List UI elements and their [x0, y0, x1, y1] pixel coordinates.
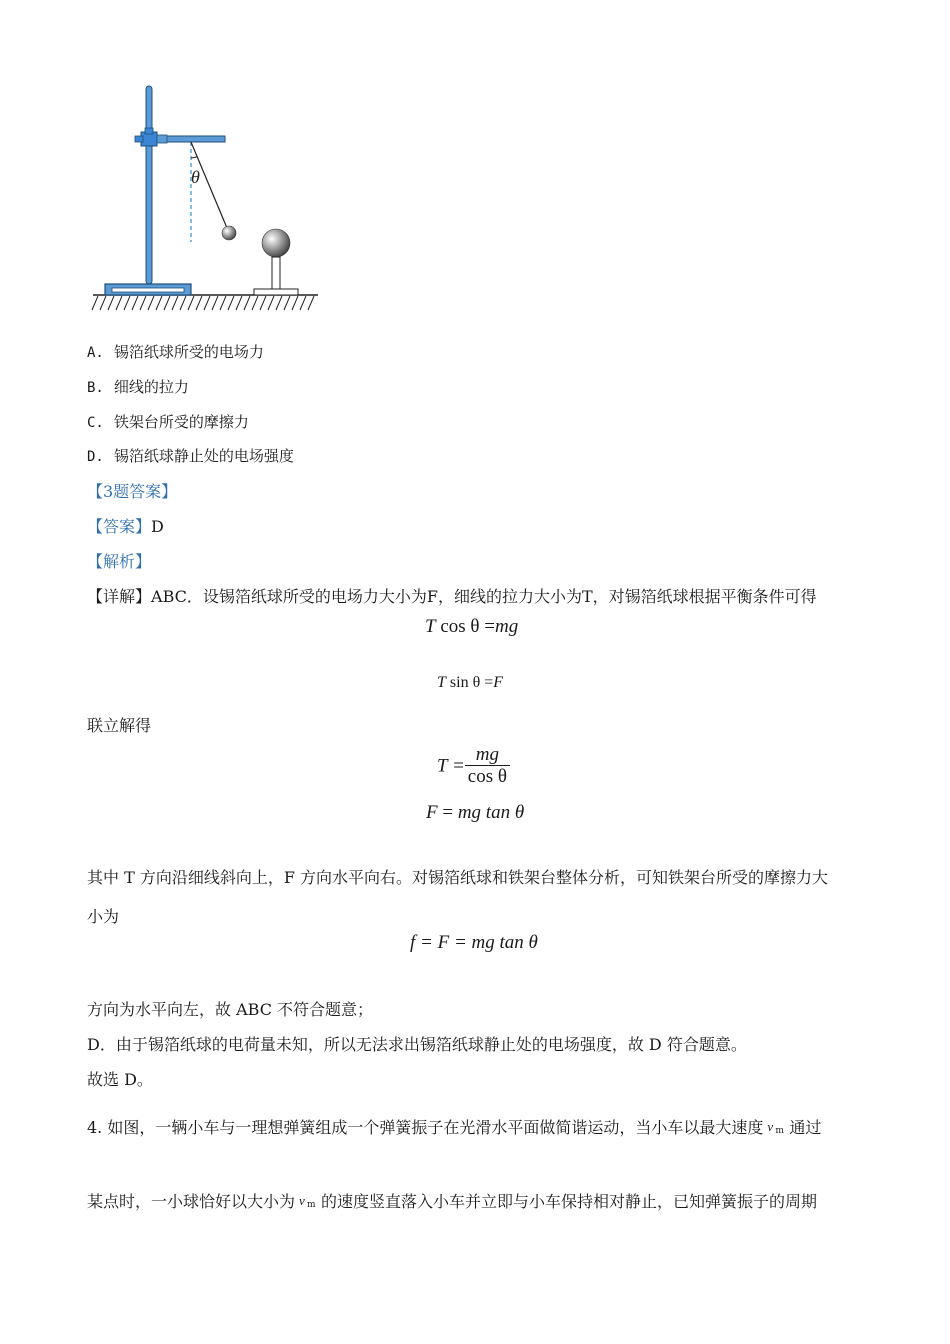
- option-text: 锡箔纸球所受的电场力: [113, 343, 264, 361]
- equation-2: T sin θ =F: [437, 674, 504, 691]
- fraction: $\frac{mg}{\text{cos θ}}$: [465, 745, 510, 788]
- paragraph-line: D．由于锡箔纸球的电荷量未知，所以无法求出锡箔纸球静止处的电场强度，故 D 符合题意。: [87, 1035, 747, 1054]
- joint-solve: 联立解得: [87, 716, 152, 735]
- answer-header: 【3题答案】: [87, 482, 178, 501]
- option-a: [87, 341, 264, 362]
- option-text: 锡箔纸球静止处的电场强度: [113, 447, 294, 465]
- option-text: 铁架台所受的摩擦力: [113, 413, 249, 431]
- option-text: 细线的拉力: [113, 378, 189, 396]
- paragraph-line: 小为: [87, 907, 120, 926]
- analysis-tag: 【解析】: [87, 552, 152, 571]
- answer-line: [87, 514, 164, 537]
- equation-5: f = F = mg tan θ: [410, 932, 538, 953]
- question-4-line-2: 某点时，一小球恰好以大小为 v m 的速度竖直落入小车并立即与小车保持相对静止，已知弹簧振子的周期: [87, 1192, 818, 1211]
- detail-line: [87, 584, 817, 607]
- option-label: A.: [87, 345, 104, 361]
- option-d: [87, 445, 294, 466]
- sphere-post: [272, 257, 280, 289]
- equation-4: F = mg tan θ: [426, 802, 525, 823]
- charged-sphere: [262, 229, 290, 257]
- sphere-base: [254, 289, 298, 295]
- answer-tag: 【答案】: [87, 517, 152, 536]
- stand-rod: [146, 86, 152, 284]
- option-b: [87, 376, 189, 397]
- theta-label: θ: [191, 167, 200, 187]
- option-c: [87, 411, 249, 432]
- detail-tag: 【详解】: [87, 587, 152, 606]
- paragraph-line: 故选 D。: [87, 1070, 153, 1089]
- question-4-line-1: 4. 如图，一辆小车与一理想弹簧组成一个弹簧振子在光滑水平面做简谐运动，当小车以最大速度 v m 通过: [87, 1118, 822, 1137]
- option-label: B.: [87, 380, 104, 396]
- equation-1: T cos θ =mg: [425, 616, 519, 637]
- paragraph-line: 其中 T 方向沿细线斜向上，F 方向水平向右。对锡箔纸球和铁架台整体分析，可知铁架台所受的摩擦力大: [87, 868, 829, 887]
- foil-ball: [222, 226, 236, 240]
- answer-value: D: [151, 517, 164, 536]
- option-label: C.: [87, 415, 104, 431]
- paragraph-line: 方向为水平向左，故 ABC 不符合题意；: [87, 1000, 374, 1019]
- apparatus-figure: [88, 80, 328, 320]
- option-label: D.: [87, 449, 104, 465]
- detail-text: ABC．设锡箔纸球所受的电场力大小为F，细线的拉力大小为T，对锡箔纸球根据平衡条件可得: [151, 587, 817, 606]
- equation-3: T = $\frac{mg}{\text{cos θ}}$: [437, 745, 510, 788]
- ground: [92, 295, 318, 310]
